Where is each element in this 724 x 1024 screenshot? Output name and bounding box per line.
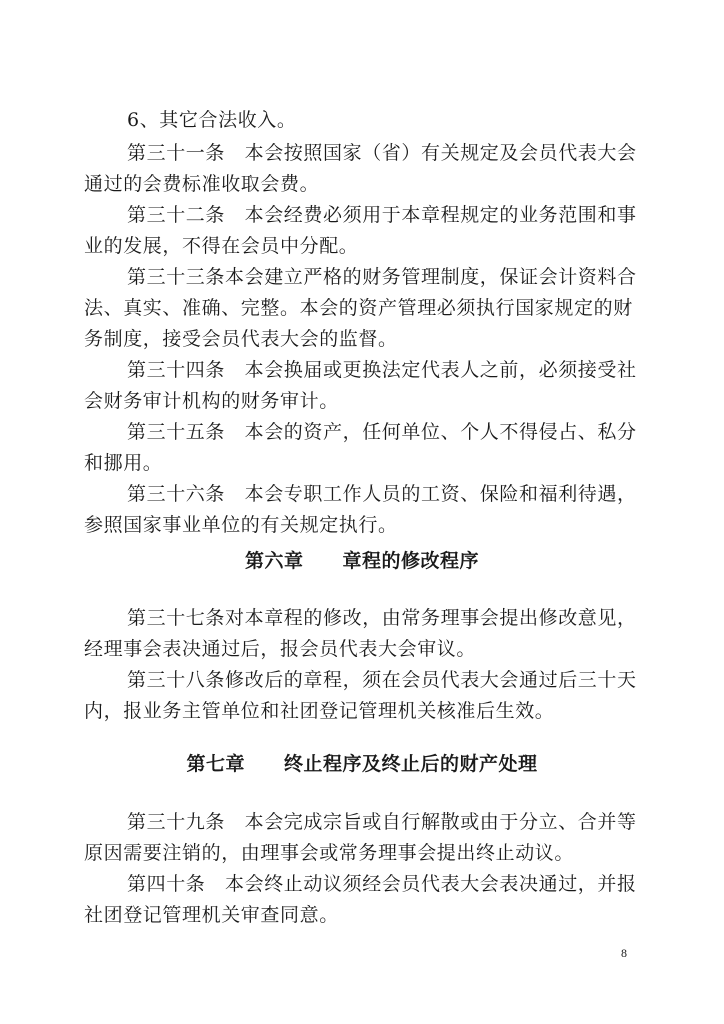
paragraph-line: 第三十三条本会建立严格的财务管理制度，保证会计资料合 [127,266,637,288]
paragraph-line: 第三十五条 本会的资产，任何单位、个人不得侵占、私分 [127,421,637,443]
paragraph-line: 通过的会费标准收取会费。 [84,173,320,195]
paragraph-line: 原因需要注销的，由理事会或常务理事会提出终止动议。 [84,842,575,864]
paragraph-line: 第三十八条修改后的章程，须在会员代表大会通过后三十天 [127,669,637,691]
paragraph-line: 第三十六条 本会专职工作人员的工资、保险和福利待遇， [127,483,637,505]
paragraph-line: 内，报业务主管单位和社团登记管理机关核准后生效。 [84,700,555,722]
paragraph-line: 会财务审计机构的财务审计。 [84,390,339,412]
paragraph-line: 第三十四条 本会换届或更换法定代表人之前，必须接受社 [127,359,637,381]
paragraph-line: 社团登记管理机关审查同意。 [84,904,339,926]
paragraph-line: 第四十条 本会终止动议须经会员代表大会表决通过，并报 [127,873,637,895]
paragraph-line: 第三十二条 本会经费必须用于本章程规定的业务范围和事 [127,204,637,226]
paragraph-line: 法、真实、准确、完整。本会的资产管理必须执行国家规定的财 [84,297,633,319]
paragraph-line: 6、其它合法收入。 [127,109,297,131]
paragraph-line: 务制度，接受会员代表大会的监督。 [84,328,398,350]
paragraph-line: 经理事会表决通过后，报会员代表大会审议。 [84,638,477,660]
chapter-heading: 第七章 终止程序及终止后的财产处理 [186,753,538,775]
chapter-heading: 第六章 章程的修改程序 [244,550,479,572]
paragraph-line: 和挪用。 [84,452,163,474]
paragraph-line: 业的发展，不得在会员中分配。 [84,235,359,257]
paragraph-line: 第三十九条 本会完成宗旨或自行解散或由于分立、合并等 [127,811,637,833]
paragraph-line: 第三十七条对本章程的修改，由常务理事会提出修改意见， [127,607,637,629]
page-number: 8 [621,946,627,960]
paragraph-line: 参照国家事业单位的有关规定执行。 [84,514,398,536]
paragraph-line: 第三十一条 本会按照国家（省）有关规定及会员代表大会 [127,142,637,164]
